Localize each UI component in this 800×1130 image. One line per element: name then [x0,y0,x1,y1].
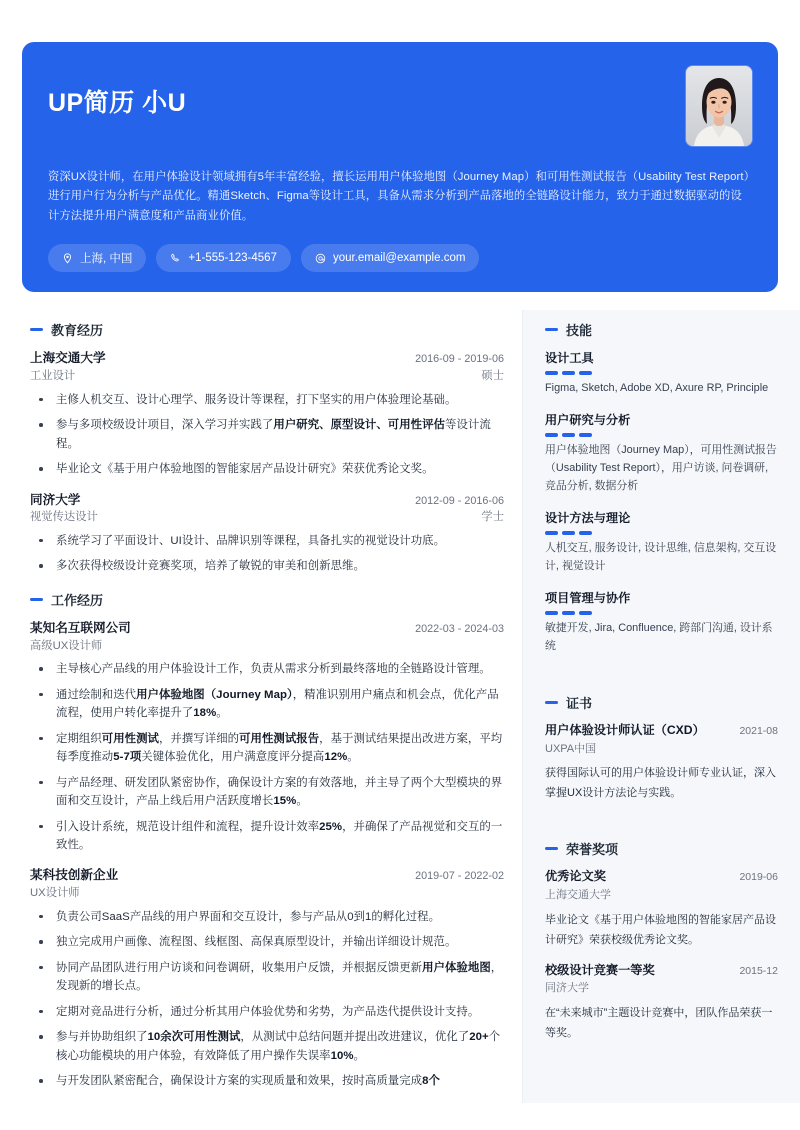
list-item: 通过绘制和迭代用户体验地图（Journey Map），精准识别用户痛点和机会点，优化产品流程，使用户转化率提升了18%。 [30,686,504,723]
education-degree: 硕士 [481,370,504,383]
list-item: 定期对竞品进行分析，通过分析其用户体验优势和劣势，为产品迭代提供设计支持。 [30,1003,504,1021]
location-pin-icon [62,253,73,264]
certificate-description: 获得国际认可的用户体验设计师专业认证，深入掌握UX设计方法论与实践。 [545,767,776,800]
work-date: 2019-07 - 2022-02 [415,870,504,883]
skill-level-dashes-icon [545,371,778,375]
award-name: 校级设计竞赛一等奖 [545,962,655,977]
certificate-header [545,722,778,740]
education-degree: 学士 [481,511,504,524]
main-column [0,310,522,1102]
skill-group-items: 敏捷开发, Jira, Confluence, 跨部门沟通, 设计系统 [545,622,773,653]
education-date: 2016-09 - 2019-06 [415,353,504,366]
skill-level-dashes-icon [545,611,778,615]
section-title-certificates [545,693,778,712]
contact-location-text: 上海, 中国 [80,253,133,266]
section-dash-icon [30,328,43,331]
work-entry [30,619,504,855]
education-bullets [30,391,504,479]
resume-header [22,42,778,292]
contact-phone[interactable] [156,244,291,272]
section-dash-icon [545,328,558,331]
phone-icon [170,253,181,264]
entry-header [30,619,504,638]
header-top-row [48,66,752,146]
certificate-date: 2021-08 [739,725,778,738]
skill-group-name: 设计工具 [545,351,594,366]
skill-group-name: 项目管理与协作 [545,591,631,606]
profile-summary: 资深UX设计师，在用户体验设计领域拥有5年丰富经验，擅长运用用户体验地图（Journey Map）和可用性测试报告（Usability Test Report）进行用户行为分析与产品优化。精通Sketch、Figma等设计工具，具备从需求分析到产品落地的全链路设计能力，致力于通过数据驱动的设计方法提升用户满意度和产品商业价值。 [48,171,750,222]
contact-phone-text: +1-555-123-4567 [188,252,277,265]
list-item: 多次获得校级设计竞赛奖项，培养了敏锐的审美和创新思维。 [30,557,504,575]
certificate-issuer: UXPA中国 [545,742,597,755]
section-title-education-label: 教育经历 [51,323,104,339]
section-title-awards [545,839,778,858]
work-date: 2022-03 - 2024-03 [415,622,504,635]
education-major: 工业设计 [30,370,76,383]
list-item: 系统学习了平面设计、UI设计、品牌识别等课程，具备扎实的视觉设计功底。 [30,532,504,550]
award-header [545,962,778,980]
skill-group [545,349,778,398]
list-item: 毕业论文《基于用户体验地图的智能家居产品设计研究》荣获优秀论文奖。 [30,460,504,478]
list-item: 与开发团队紧密配合，确保设计方案的实现质量和效果，按时高质量完成8个 [30,1072,504,1090]
education-date: 2012-09 - 2016-06 [415,494,504,507]
entry-header [30,866,504,885]
award-name: 优秀论文奖 [545,869,606,884]
list-item: 协同产品团队进行用户访谈和问卷调研，收集用户反馈，并根据反馈更新用户体验地图，发现新的增长点。 [30,959,504,996]
award-date: 2015-12 [739,964,778,977]
award-entry [545,868,778,949]
award-description: 毕业论文《基于用户体验地图的智能家居产品设计研究》荣获校级优秀论文奖。 [545,913,776,946]
list-item: 主导核心产品线的用户体验设计工作，负责从需求分析到最终落地的全链路设计管理。 [30,660,504,678]
work-role: 高级UX设计师 [30,639,103,652]
work-company: 某科技创新企业 [30,868,119,883]
section-title-education [30,320,504,339]
section-dash-icon [30,598,43,601]
portrait-photo-icon [686,66,752,146]
list-item: 与产品经理、研发团队紧密协作，确保设计方案的有效落地，并主导了两个大型模块的界面和交互设计，产品上线后用户活跃度增长15%。 [30,774,504,811]
contact-email-text: your.email@example.com [332,252,466,265]
work-bullets [30,908,504,1091]
education-bullets [30,532,504,576]
award-header [545,868,778,886]
page-title: UP简历 小U [48,89,187,117]
section-dash-icon [545,847,558,850]
certificate-name: 用户体验设计师认证（CXD） [545,723,705,738]
list-item: 独立完成用户画像、流程图、线框图、高保真原型设计，并输出详细设计规范。 [30,933,504,951]
skill-group [545,589,778,656]
skill-level-dashes-icon [545,531,778,535]
education-org: 上海交通大学 [30,351,106,366]
skill-group-name: 设计方法与理论 [545,511,631,526]
spacer [545,815,778,825]
award-description: 在“未来城市”主题设计竞赛中，团队作品荣获一等奖。 [545,1006,773,1039]
contact-email[interactable] [301,244,479,272]
education-major: 视觉传达设计 [30,511,98,524]
section-title-work [30,590,504,609]
education-entry [30,349,504,478]
entry-subheader [30,509,504,527]
contact-location[interactable] [48,244,146,272]
contact-list [48,244,752,272]
section-dash-icon [545,701,558,704]
work-company: 某知名互联网公司 [30,620,131,635]
list-item: 定期组织可用性测试，并撰写详细的可用性测试报告，基于测试结果提出改进方案，平均每季度推动5-7项关键体验优化，用户满意度评分提高12%。 [30,730,504,767]
award-issuer: 上海交通大学 [545,889,611,902]
skill-group-items: 用户体验地图（Journey Map），可用性测试报告（Usability Test Report），用户访谈, 问卷调研, 竞品分析, 数据分析 [545,444,777,493]
spacer [545,669,778,679]
list-item: 负责公司SaaS产品线的用户界面和交互设计，参与产品从0到1的孵化过程。 [30,908,504,926]
skill-group-name: 用户研究与分析 [545,413,631,428]
section-title-certificates-label: 证书 [566,696,593,712]
section-title-work-label: 工作经历 [51,592,104,608]
certificate-entry [545,722,778,803]
list-item: 引入设计系统，规范设计组件和流程，提升设计效率25%，并确保了产品视觉和交互的一致性。 [30,818,504,855]
skill-group-items: Figma, Sketch, Adobe XD, Axure RP, Principle [545,382,769,395]
section-title-skills [545,320,778,339]
resume-body [0,310,800,1102]
work-role: UX设计师 [30,887,80,900]
award-issuer: 同济大学 [545,982,589,995]
skill-group-items: 人机交互, 服务设计, 设计思维, 信息架构, 交互设计, 视觉设计 [545,542,777,573]
education-entry [30,491,504,576]
award-entry [545,962,778,1043]
award-date: 2019-06 [739,871,778,884]
at-email-icon [315,253,326,264]
work-entry [30,866,504,1090]
section-title-awards-label: 荣誉奖项 [566,842,619,858]
education-org: 同济大学 [30,492,81,507]
list-item: 主修人机交互、设计心理学、服务设计等课程，打下坚实的用户体验理论基础。 [30,391,504,409]
list-item: 参与多项校级设计项目，深入学习并实践了用户研究、原型设计、可用性评估等设计流程。 [30,416,504,453]
work-bullets [30,660,504,854]
entry-header [30,349,504,368]
skill-group [545,411,778,496]
entry-subheader [30,368,504,386]
avatar [686,66,752,146]
list-item: 参与并协助组织了10余次可用性测试，从测试中总结问题并提出改进建议，优化了20+个核心功能模块的用户体验，有效降低了用户操作失误率10%。 [30,1028,504,1065]
side-column [522,310,800,1102]
skill-group [545,509,778,576]
entry-header [30,491,504,510]
skill-level-dashes-icon [545,433,778,437]
section-title-skills-label: 技能 [566,323,593,339]
